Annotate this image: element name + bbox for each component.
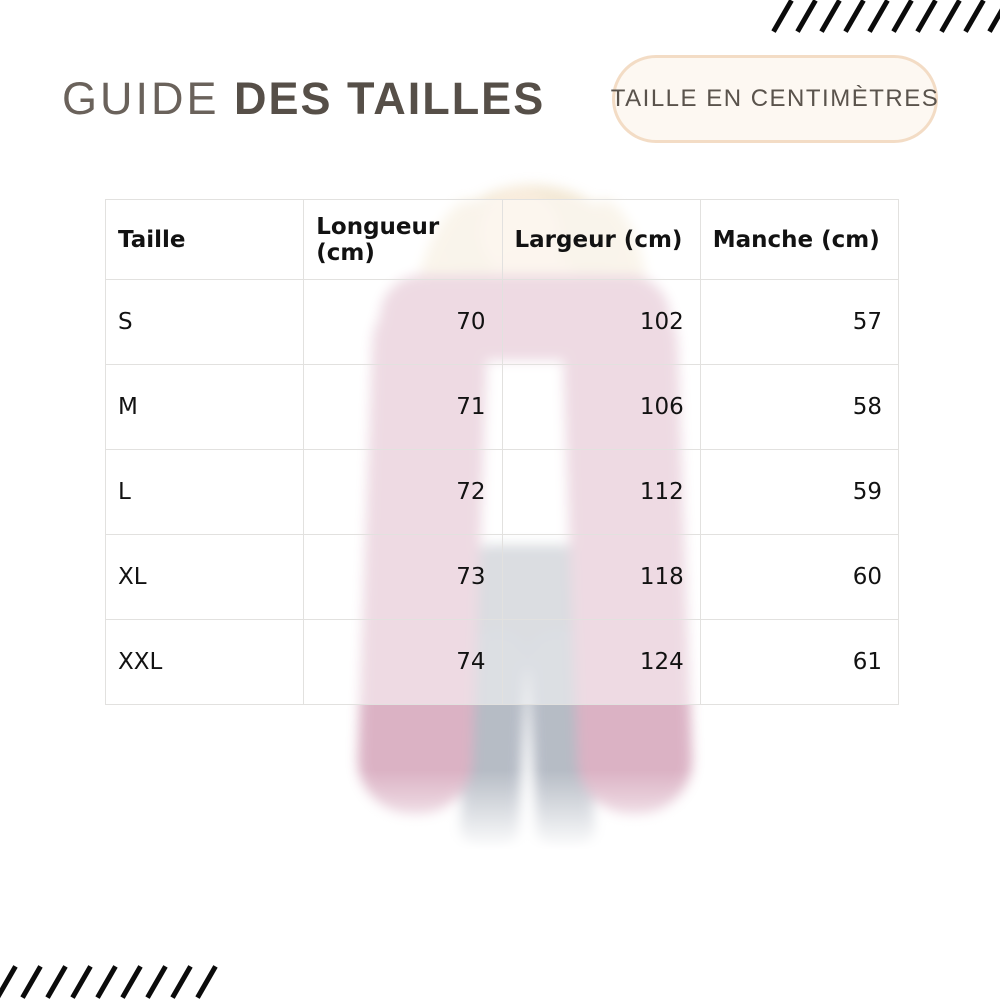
column-header-manche: Manche (cm) — [700, 200, 898, 280]
manche-cell: 59 — [700, 450, 898, 535]
manche-cell: 58 — [700, 365, 898, 450]
manche-cell: 61 — [700, 620, 898, 705]
largeur-cell: 118 — [502, 535, 700, 620]
slash-icon — [20, 965, 42, 999]
largeur-cell: 102 — [502, 280, 700, 365]
slash-icon — [891, 0, 913, 33]
table-row-l — [106, 450, 899, 535]
page-title-bold: DES TAILLES — [234, 73, 546, 124]
size-cell: L — [106, 450, 304, 535]
page-title-light: GUIDE — [62, 73, 220, 124]
diagonal-stripes-top-right — [780, 0, 1000, 34]
slash-icon — [70, 965, 92, 999]
diagonal-stripes-bottom-left — [4, 964, 209, 1000]
column-header-taille: Taille — [106, 200, 304, 280]
size-table — [105, 199, 899, 705]
longueur-cell: 72 — [304, 450, 502, 535]
manche-cell: 57 — [700, 280, 898, 365]
longueur-cell: 73 — [304, 535, 502, 620]
slash-icon — [45, 965, 67, 999]
slash-icon — [795, 0, 817, 33]
table-row-m — [106, 365, 899, 450]
slash-icon — [95, 965, 117, 999]
column-header-largeur: Largeur (cm) — [502, 200, 700, 280]
column-header-longueur: Longueur (cm) — [304, 200, 502, 280]
table-row-xxl — [106, 620, 899, 705]
slash-icon — [771, 0, 793, 33]
size-table-body — [106, 280, 899, 705]
largeur-cell: 112 — [502, 450, 700, 535]
size-cell: XL — [106, 535, 304, 620]
slash-icon — [987, 0, 1000, 33]
table-row-s — [106, 280, 899, 365]
size-table-header — [106, 200, 899, 280]
slash-icon — [120, 965, 142, 999]
table-row-xl — [106, 535, 899, 620]
slash-icon — [915, 0, 937, 33]
slash-icon — [939, 0, 961, 33]
longueur-cell: 74 — [304, 620, 502, 705]
size-cell: M — [106, 365, 304, 450]
longueur-cell: 70 — [304, 280, 502, 365]
slash-icon — [867, 0, 889, 33]
slash-icon — [819, 0, 841, 33]
largeur-cell: 106 — [502, 365, 700, 450]
largeur-cell: 124 — [502, 620, 700, 705]
page-title — [62, 74, 545, 124]
unit-badge — [612, 55, 938, 143]
manche-cell: 60 — [700, 535, 898, 620]
slash-icon — [170, 965, 192, 999]
size-cell: S — [106, 280, 304, 365]
photo-bottom-fade — [340, 770, 710, 870]
slash-icon — [195, 965, 217, 999]
slash-icon — [963, 0, 985, 33]
slash-icon — [145, 965, 167, 999]
unit-badge-label: TAILLE EN CENTIMÈTRES — [610, 85, 940, 112]
size-cell: XXL — [106, 620, 304, 705]
slash-icon — [0, 965, 18, 999]
slash-icon — [843, 0, 865, 33]
header-row — [106, 200, 899, 280]
longueur-cell: 71 — [304, 365, 502, 450]
